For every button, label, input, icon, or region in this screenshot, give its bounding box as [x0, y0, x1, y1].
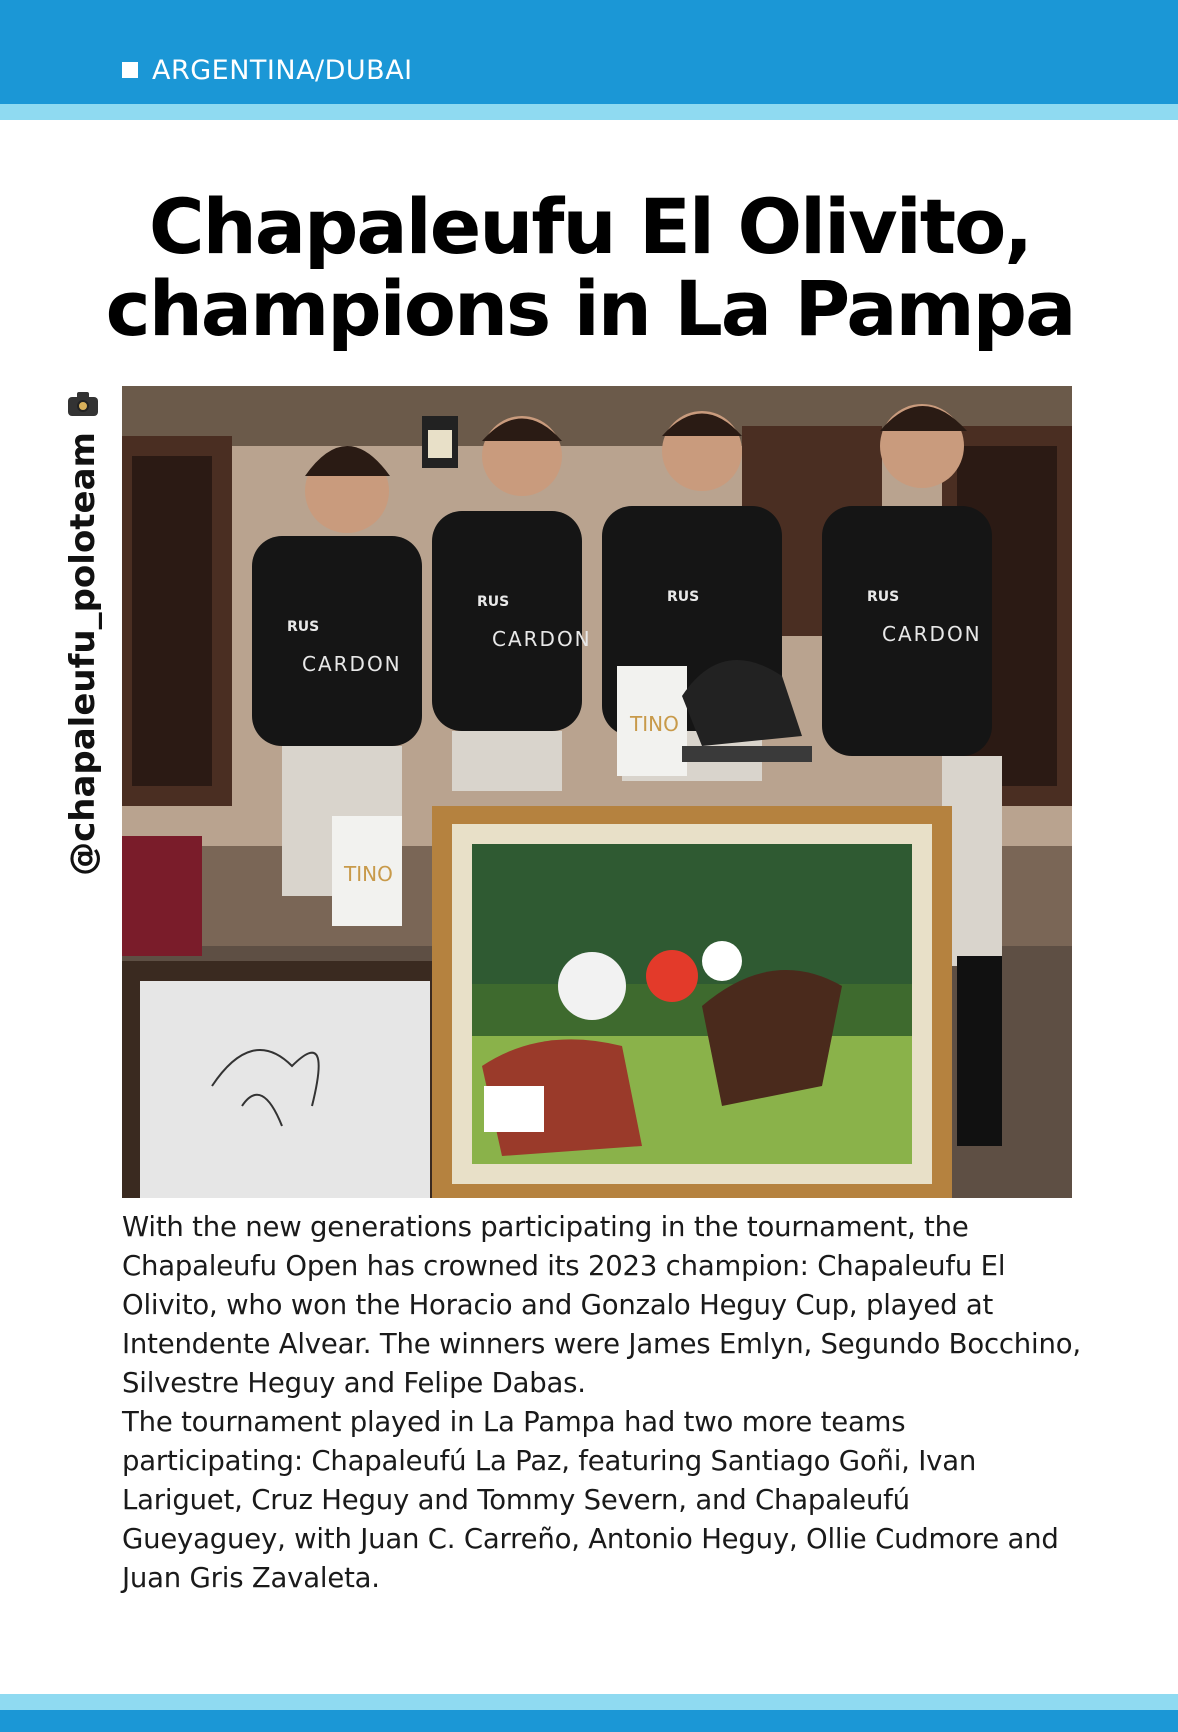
top-accent-stripe [0, 104, 1178, 120]
jersey-text: CARDON [882, 622, 982, 646]
social-handle-text[interactable]: @chapaleufu_poloteam [63, 432, 103, 876]
sponsor-text: RUS [667, 589, 700, 605]
headline [60, 182, 1120, 353]
team-photo [122, 386, 1072, 1198]
section-label [122, 50, 413, 90]
sponsor-text: RUS [287, 619, 320, 635]
bag-text: TINO [630, 712, 679, 736]
article-body [122, 1208, 1082, 1598]
jersey-text: CARDON [492, 627, 592, 651]
social-handle[interactable] [58, 380, 104, 900]
bottom-accent-stripe [0, 1694, 1178, 1710]
bottom-footer-bar [0, 1710, 1178, 1732]
headline-line-2: champions in La Pampa [105, 264, 1075, 353]
sponsor-text: RUS [477, 594, 510, 610]
square-bullet-icon [122, 62, 138, 78]
camera-icon [66, 390, 100, 416]
sponsor-text: RUS [867, 589, 900, 605]
headline-line-1: Chapaleufu El Olivito, [148, 182, 1032, 271]
jersey-text: CARDON [302, 652, 402, 676]
article-paragraph-1: With the new generations participating in the tournament, the Chapaleufu Open has crowned its 2023 champion: Chapaleufu El Olivito, who won the Horacio and Gonzalo Heguy Cup, played at Intendente Alvear. The winners were James Emlyn, Segundo Bocchino, Silvestre Heguy and Felipe Dabas. [122, 1211, 1081, 1399]
section-label-text: ARGENTINA/DUBAI [152, 54, 413, 86]
article-paragraph-2: The tournament played in La Pampa had two more teams participating: Chapaleufú La Paz, featuring Santiago Goñi, Ivan Lariguet, Cruz Heguy and Tommy Severn, and Chapaleufú Gueyaguey, with Juan C. Carreño, Antonio Heguy, Ollie Cudmore and Juan Gris Zavaleta. [122, 1406, 1059, 1594]
team-photo-illustration [122, 386, 1072, 1198]
bag-text: TINO [344, 862, 393, 886]
